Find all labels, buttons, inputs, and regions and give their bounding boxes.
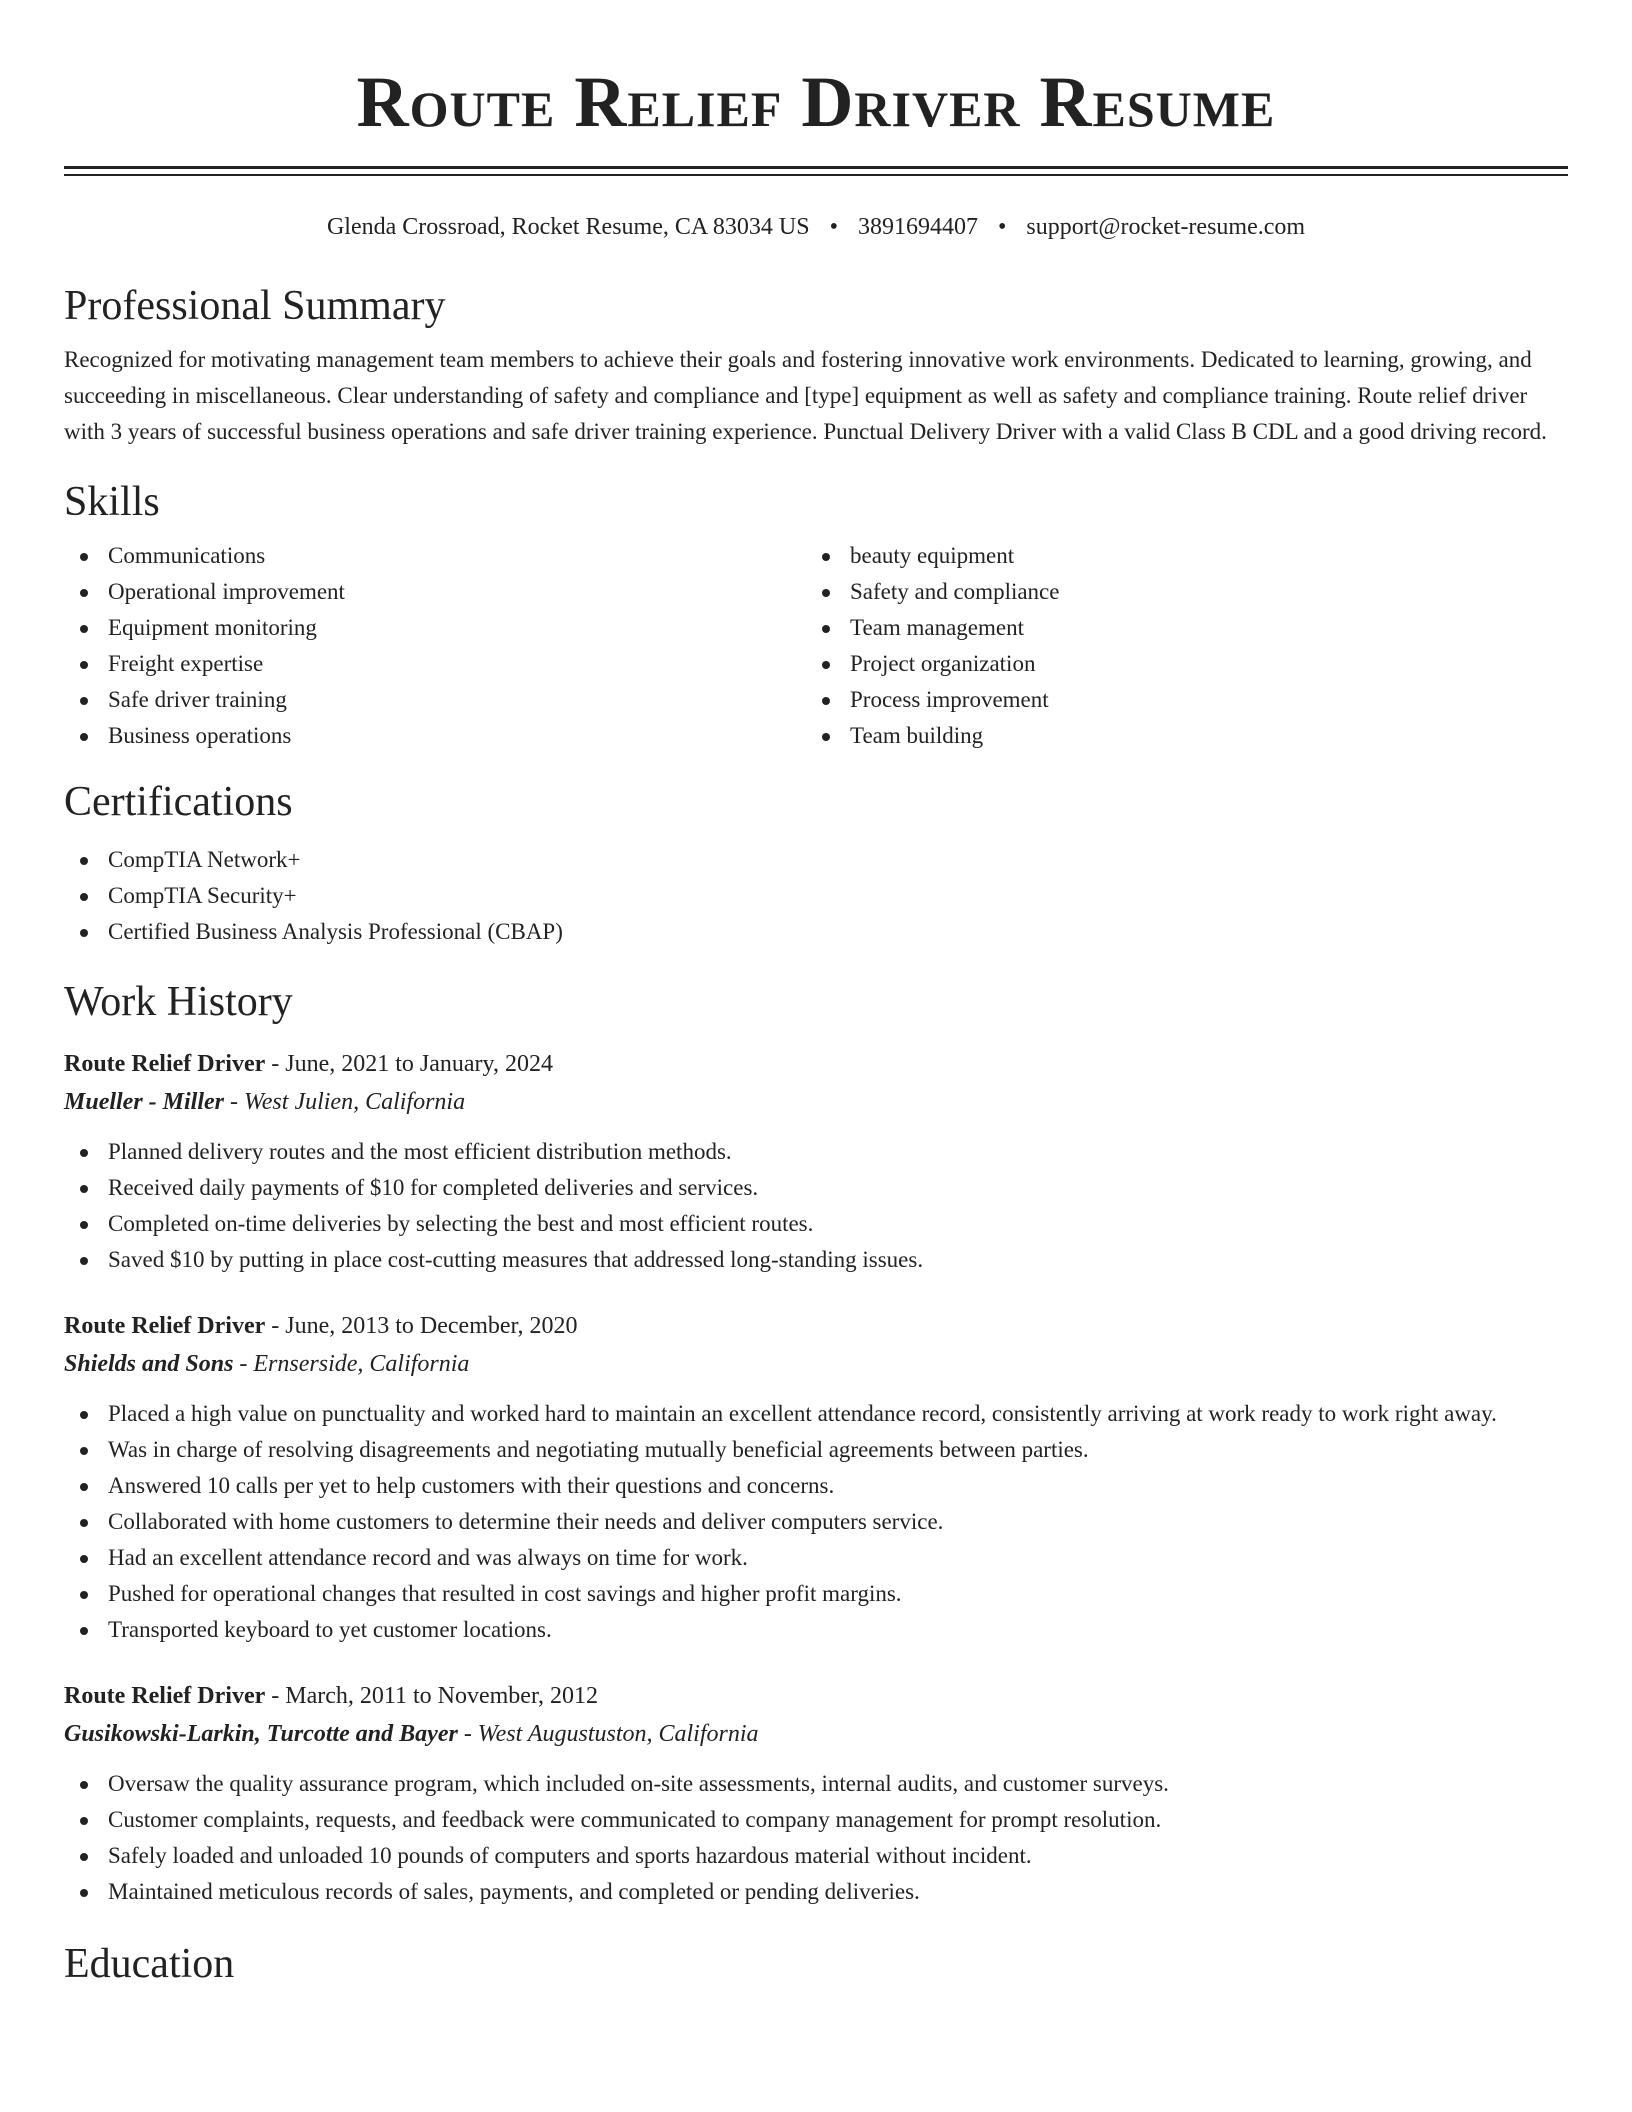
contact-address: Glenda Crossroad, Rocket Resume, CA 83034 US (326, 214, 810, 240)
skill-item: Communications (64, 538, 806, 574)
job-dates: - March, 2011 to November, 2012 (265, 1683, 598, 1709)
job-bullet: Received daily payments of $10 for completed deliveries and services. (64, 1170, 1568, 1206)
job-bullet: Transported keyboard to yet customer locations. (64, 1612, 1568, 1648)
skill-item: beauty equipment (806, 538, 1548, 574)
certifications-heading: Certifications (64, 779, 293, 825)
education-heading: Education (64, 1941, 235, 1987)
job-location: - West Augustuston, California (457, 1721, 759, 1747)
resume-page (64, 0, 1568, 1990)
job-entry (64, 1308, 1568, 1648)
certification-item: CompTIA Network+ (64, 842, 1568, 878)
summary-text: Recognized for motivating management team members to achieve their goals and fostering innovative work environments. Dedicated to learning, growing, and succeeding in miscellaneous. Clear understanding of safety and compliance and [type] equipment as well as safety and compliance training. Route relief driver with 3 years of successful business operations and safe driver training experience. Punctual Delivery Driver with a valid Class B CDL and a good driving record. (64, 347, 1547, 444)
job-company-line (64, 1714, 1568, 1754)
job-dates: - June, 2021 to January, 2024 (265, 1051, 553, 1077)
job-company-line (64, 1344, 1568, 1384)
skills-column-left (64, 538, 806, 754)
job-company-line (64, 1082, 1568, 1122)
skill-item: Team management (806, 610, 1548, 646)
work-history-heading: Work History (64, 979, 293, 1025)
job-bullets (64, 1766, 1568, 1910)
summary-heading: Professional Summary (64, 283, 446, 329)
skill-item: Operational improvement (64, 574, 806, 610)
job-title: Route Relief Driver (64, 1051, 266, 1077)
job-bullets (64, 1134, 1568, 1278)
job-bullet: Oversaw the quality assurance program, which included on-site assessments, internal audits, and customer surveys. (64, 1766, 1568, 1802)
skill-item: Equipment monitoring (64, 610, 806, 646)
skill-item: Safe driver training (64, 682, 806, 718)
job-company: Gusikowski-Larkin, Turcotte and Bayer (64, 1721, 458, 1747)
skill-item: Freight expertise (64, 646, 806, 682)
job-title-line (64, 1678, 1568, 1714)
skills-heading: Skills (64, 479, 160, 525)
skill-item: Team building (806, 718, 1548, 754)
job-bullet: Placed a high value on punctuality and worked hard to maintain an excellent attendance record, consistently arriving at work ready to work right away. (64, 1396, 1568, 1432)
skill-item: Process improvement (806, 682, 1548, 718)
certification-item: Certified Business Analysis Professional (CBAP) (64, 914, 1568, 950)
skills-column-right (806, 538, 1548, 754)
job-title: Route Relief Driver (64, 1683, 266, 1709)
skill-item: Safety and compliance (806, 574, 1548, 610)
job-bullet: Customer complaints, requests, and feedback were communicated to company management for prompt resolution. (64, 1802, 1568, 1838)
job-company: Mueller - Miller (64, 1089, 224, 1115)
skill-item: Project organization (806, 646, 1548, 682)
contact-separator: • (997, 214, 1007, 240)
contact-line (64, 212, 1568, 242)
contact-separator: • (829, 214, 838, 240)
contact-phone: 3891694407 (857, 214, 978, 240)
job-bullet: Collaborated with home customers to determine their needs and deliver computers service. (64, 1504, 1568, 1540)
job-title: Route Relief Driver (64, 1313, 266, 1339)
job-entry (64, 1678, 1568, 1910)
job-bullets (64, 1396, 1568, 1648)
resume-title: Route Relief Driver Resume (356, 62, 1276, 142)
job-bullet: Safely loaded and unloaded 10 pounds of computers and sports hazardous material without incident. (64, 1838, 1568, 1874)
job-bullet: Was in charge of resolving disagreements and negotiating mutually beneficial agreements between parties. (64, 1432, 1568, 1468)
job-entry (64, 1046, 1568, 1278)
job-company: Shields and Sons (64, 1351, 234, 1377)
title-divider-thick (64, 166, 1568, 169)
skills-list (64, 538, 1568, 754)
job-bullet: Pushed for operational changes that resulted in cost savings and higher profit margins. (64, 1576, 1568, 1612)
job-title-line (64, 1308, 1568, 1344)
certifications-list (64, 842, 1568, 950)
job-title-line (64, 1046, 1568, 1082)
job-bullet: Saved $10 by putting in place cost-cutting measures that addressed long-standing issues. (64, 1242, 1568, 1278)
job-bullet: Maintained meticulous records of sales, payments, and completed or pending deliveries. (64, 1874, 1568, 1910)
job-location: - West Julien, California (224, 1089, 466, 1115)
job-bullet: Answered 10 calls per yet to help customers with their questions and concerns. (64, 1468, 1568, 1504)
certification-item: CompTIA Security+ (64, 878, 1568, 914)
job-dates: - June, 2013 to December, 2020 (265, 1313, 578, 1339)
job-bullet: Planned delivery routes and the most efficient distribution methods. (64, 1134, 1568, 1170)
job-bullet: Had an excellent attendance record and was always on time for work. (64, 1540, 1568, 1576)
skill-item: Business operations (64, 718, 806, 754)
contact-email: support@rocket-resume.com (1026, 214, 1306, 240)
job-bullet: Completed on-time deliveries by selecting the best and most efficient routes. (64, 1206, 1568, 1242)
title-divider-thin (64, 174, 1568, 176)
job-location: - Ernserside, California (233, 1351, 470, 1377)
